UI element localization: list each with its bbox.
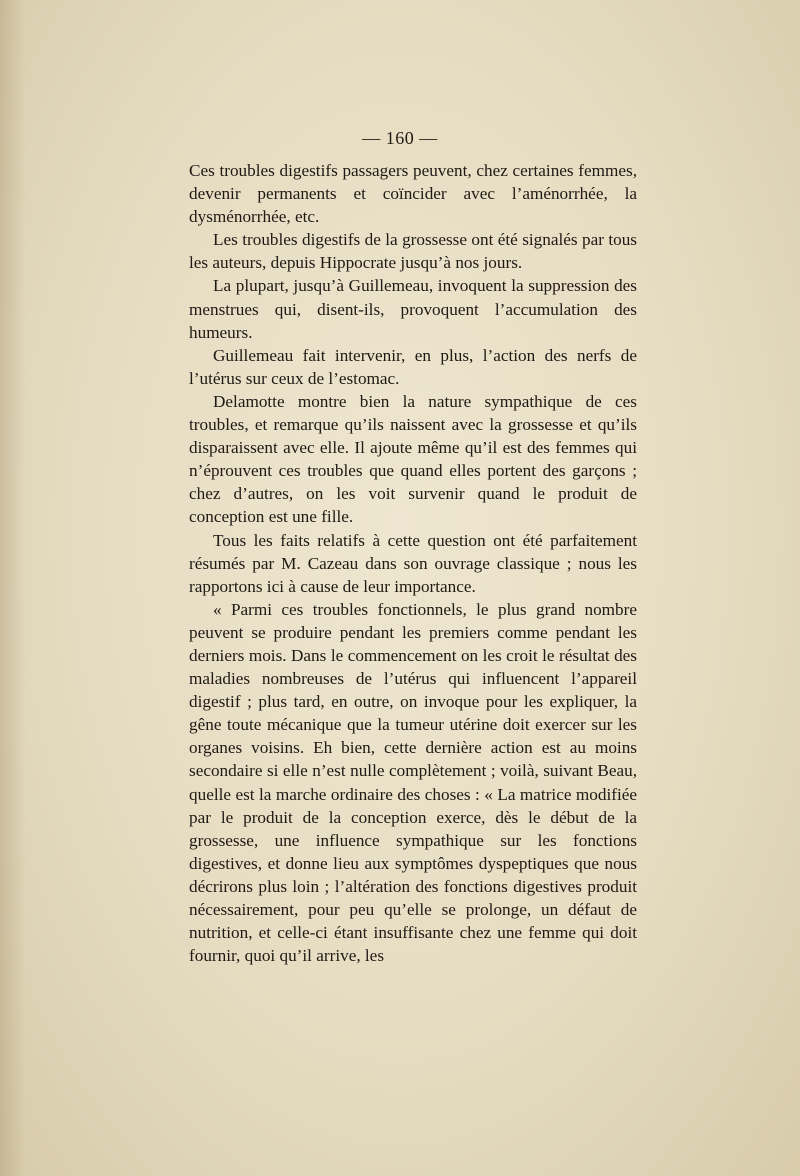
page-edge-shadow <box>0 0 26 1176</box>
paragraph: Ces troubles digestifs passagers peuvent, chez certaines femmes, devenir permanents et coïncider avec l’aménorrhée, la dysménorrhée, etc. <box>189 161 637 227</box>
paragraph: « Parmi ces troubles fonctionnels, le plus grand nombre peuvent se produire pendant les premiers comme pendant les derniers mois. Dans le commencement on les croit le résultat des maladies nombreuses de l’utérus qui influencent l’appareil digestif ; plus tard, en outre, on invoque pour les expliquer, la gêne toute mécanique que la tumeur utérine doit exercer sur les organes voisins. Eh bien, cette dernière action est au moins secondaire si elle n’est nulle complètement ; voilà, suivant Beau, quelle est la marche ordinaire des choses : « La matrice modifiée par le produit de la conception exerce, dès le début de la grossesse, une influence sympathique sur les fonctions digestives, et donne lieu aux symptômes dyspeptiques que nous décrirons plus loin ; l’altération des fonctions digestives produit nécessairement, pour peu qu’elle se prolonge, un défaut de nutrition, et celle-ci étant insuffisante chez une femme qui doit fournir, quoi qu’il arrive, les <box>189 599 637 966</box>
paragraph: Delamotte montre bien la nature sympathique de ces troubles, et remarque qu’ils naissent avec la grossesse et qu’ils disparaissent avec elle. Il ajoute même qu’il est des femmes qui n’éprouvent ces troubles que quand elles portent des garçons ; chez d’autres, on les voit survenir quand le produit de conception est une fille. <box>189 391 637 527</box>
paragraph: Guillemeau fait intervenir, en plus, l’action des nerfs de l’utérus sur ceux de l’estomac. <box>189 345 637 388</box>
page-number: — 160 — <box>362 128 438 148</box>
paragraph: La plupart, jusqu’à Guillemeau, invoquent la suppression des menstrues qui, disent-ils, provoquent l’accumulation des humeurs. <box>189 276 637 342</box>
paragraph: Les troubles digestifs de la grossesse ont été signalés par tous les auteurs, depuis Hippocrate jusqu’à nos jours. <box>189 230 637 273</box>
body-text <box>189 159 637 967</box>
paragraph: Tous les faits relatifs à cette question ont été parfaitement résumés par M. Cazeau dans son ouvrage classique ; nous les rapportons ici à cause de leur importance. <box>189 530 637 596</box>
